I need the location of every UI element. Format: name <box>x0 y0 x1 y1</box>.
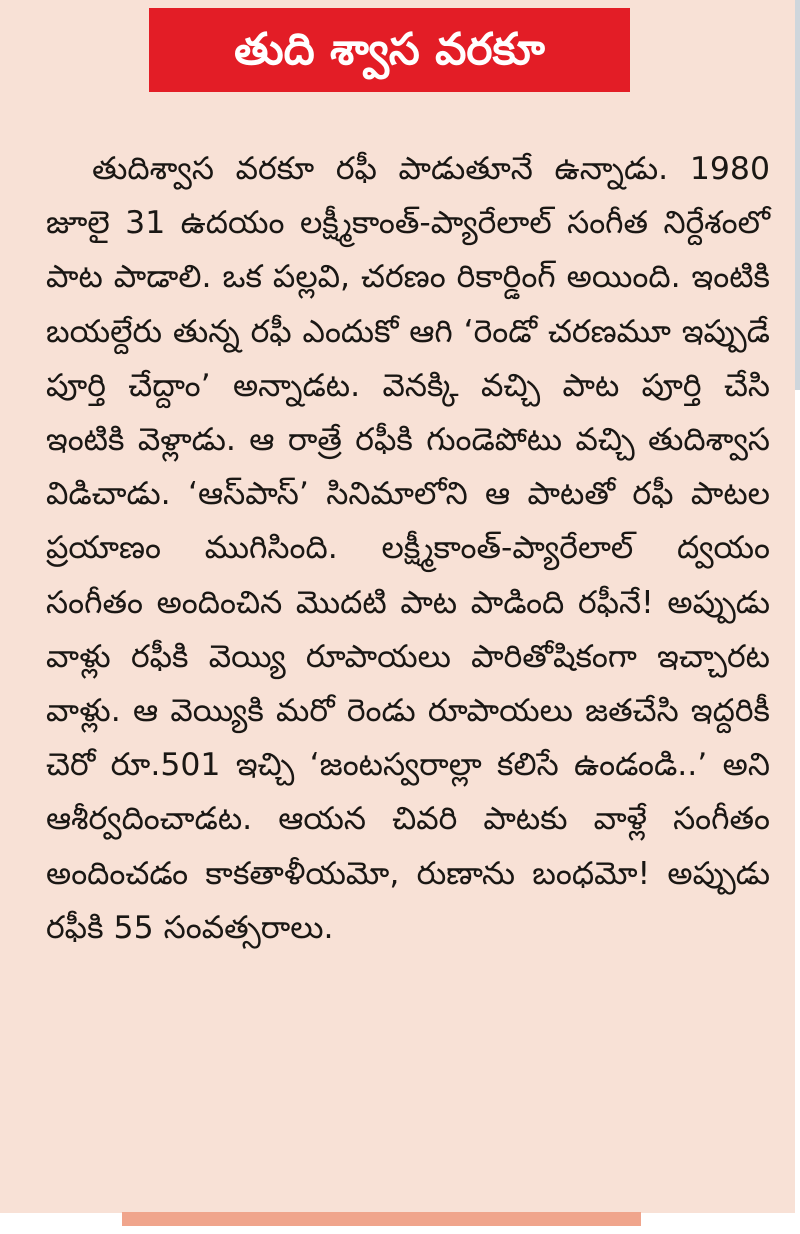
headline-banner <box>149 8 630 92</box>
headline: తుది శ్వాస వరకూ <box>234 24 545 75</box>
bottom-rule <box>122 1212 641 1226</box>
article-body: తుదిశ్వాస వరకూ రఫీ పాడుతూనే ఉన్నాడు. 1980 జూలై 31 ఉదయం లక్ష్మీకాంత్-ప్యారేలాల్ సంగీత నిర్దేశంలో పాట పాడాలి. ఒక పల్లవి, చరణం రికార్డింగ్ అయింది. ఇంటికి బయల్దేరు తున్న రఫీ ఎందుకో ఆగి ‘రెండో చరణమూ ఇప్పుడే పూర్తి చేద్దాం’ అన్నాడట. వెనక్కి వచ్చి పాట పూర్తి చేసి ఇంటికి వెళ్లాడు. ఆ రాత్రే రఫీకి గుండెపోటు వచ్చి తుదిశ్వాస విడిచాడు. ‘ఆస్‌పాస్’ సినిమాలోని ఆ పాటతో రఫీ పాటల ప్రయాణం ముగిసింది. లక్ష్మీకాంత్-ప్యారేలాల్ ద్వయం సంగీతం అందించిన మొదటి పాట పాడింది రఫీనే! అప్పుడు వాళ్లు రఫీకి వెయ్యి రూపాయలు పారితోషికంగా ఇచ్చారట వాళ్లు. ఆ వెయ్యికి మరో రెండు రూపాయలు జతచేసి ఇద్దరికీ చెరో రూ.501 ఇచ్చి ‘జంటస్వరాల్లా కలిసే ఉండండి..’ అని ఆశీర్వదించాడట. ఆయన చివరి పాటకు వాళ్లే సంగీతం అందించడం కాకతాళీయమో, రుణాను బంధమో! అప్పుడు రఫీకి 55 సంవత్సరాలు. <box>46 151 770 946</box>
right-edge-strip <box>795 0 800 390</box>
